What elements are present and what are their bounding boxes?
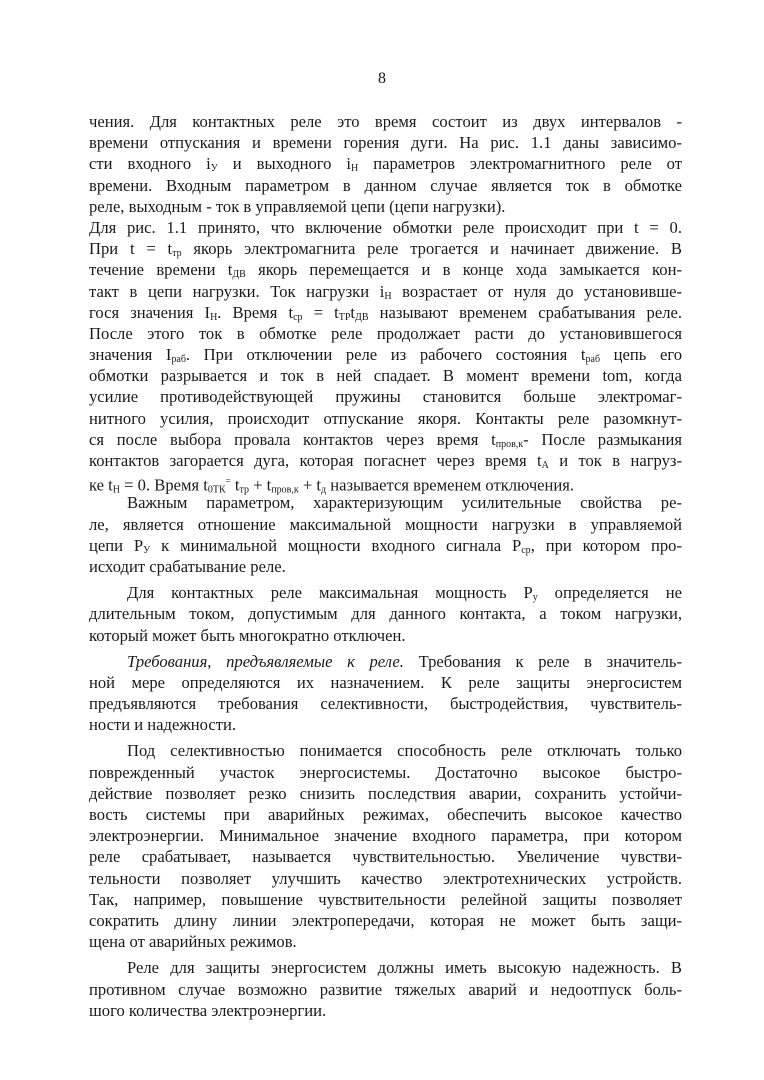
- text-line: ной мере определяются их назначением. К реле защиты энергосистем: [89, 672, 682, 692]
- text-line: длительным током, допустимым для данного контакта, а током нагрузки,: [89, 604, 682, 624]
- text-line: шого количества электроэнергии.: [89, 1000, 327, 1020]
- text-line: сти входного $i_У$ и выходного $i_Н$ параметров электромагнитного реле от: [89, 154, 682, 175]
- paragraph: [89, 217, 683, 496]
- text-line: тельности позволяет улучшить качество электротехнических устройств.: [89, 868, 682, 888]
- text-line: противном случае возможно развитие тяжелых аварий и недоотпуск боль-: [89, 979, 682, 999]
- text-line: течение времени $t_{ДВ}$ якорь перемещается и в конце хода замыкается кон-: [89, 260, 682, 281]
- paragraph: [89, 492, 682, 577]
- text-line: поврежденный участок энергосистемы. Достаточно высокое быстро-: [89, 762, 682, 782]
- text-line: щена от аварийных режимов.: [89, 932, 297, 952]
- text-line: цепи $P_У$ к минимальной мощности входного сигнала $P_{ср}$, при котором про-: [89, 535, 682, 556]
- page-number: 8: [378, 70, 386, 87]
- text-line: времени отпускания и времени горения дуги. На рис. 1.1 даны зависимо-: [89, 133, 682, 153]
- text-line: Реле для защиты энергосистем должны иметь высокую надежность. В: [127, 958, 682, 978]
- paragraph: [89, 651, 682, 736]
- text-line: ности и надежности.: [89, 715, 237, 735]
- text-line: контактов загорается дуга, которая погаснет через время $t_А$ и ток в нагруз-: [89, 451, 682, 471]
- text-line: ле, является отношение максимальной мощности нагрузки в управляемой: [89, 514, 682, 534]
- text-line: обмотки разрывается и ток в ней спадает. В момент времени tom, когда: [89, 366, 682, 386]
- text-line: действие позволяет резко снизить последствия аварии, сохранить устойчи-: [89, 783, 682, 803]
- text-line: Так, например, повышение чувствительности релейной защиты позволяет: [89, 889, 682, 909]
- text-line: вость системы при аварийных режимах, обеспечить высокое качество: [89, 805, 682, 824]
- text-line: После этого ток в обмотке реле продолжает расти до установившегося: [89, 323, 682, 343]
- body-text: [89, 111, 682, 1021]
- text-line: Важным параметром, характеризующим усилительные свойства ре-: [127, 493, 682, 513]
- text-line: предъявляются требования селективности, быстродействия, чувствитель-: [89, 694, 682, 714]
- text-line: реле, выходным - ток в управляемой цепи (цепи нагрузки).: [89, 196, 506, 216]
- text-line: исходит срабатывание реле.: [89, 556, 286, 576]
- paragraph: [89, 957, 682, 1021]
- text-line: При $t = t_{тр}$ якорь электромагнита реле трогается и начинает движение. В: [89, 239, 682, 260]
- text-line: ся после выбора провала контактов через время $t_{пров,к}-$ После размыкания: [89, 429, 682, 450]
- text-line: такт в цепи нагрузки. Ток нагрузки $i_Н$ возрастает от нуля до установивше-: [89, 281, 682, 302]
- text-line: который может быть многократно отключен.: [89, 625, 406, 645]
- text-line: гося значения $I_Н$. Время $t_{ср} = t_{ТР}t_{ДВ}$ называют временем срабатывания реле.: [89, 302, 682, 323]
- text-line: времени. Входным параметром в данном случае является ток в обмотке: [89, 175, 682, 195]
- text-line: Требования, предъявляемые к реле. Требования к реле в значитель-: [127, 651, 682, 671]
- text-line: значения $I_{раб}$. При отключении реле из рабочего состояния $t_{раб}$ цепь его: [89, 345, 683, 366]
- paragraph: [89, 740, 682, 952]
- text-line: ке $t_Н = 0$. Время $t_{0ТК}^=$ $t_{тр} + t_{пров,к} + t_д$ называется временем отключения.: [89, 475, 575, 496]
- text-line: нитного усилия, происходит отпускание якоря. Контакты реле разомкнут-: [89, 408, 682, 428]
- text-line: сократить длину линии электропередачи, которая не может быть защи-: [89, 910, 682, 930]
- text-line: Для рис. 1.1 принято, что включение обмотки реле происходит при t = 0.: [89, 217, 682, 237]
- text-line: Для контактных реле максимальная мощность $P_у$ определяется не: [127, 583, 682, 604]
- text-line: реле срабатывает, называется чувствительностью. Увеличение чувстви-: [89, 847, 682, 867]
- paragraph: [89, 582, 682, 646]
- text-line: чения. Для контактных реле это время состоит из двух интервалов -: [89, 112, 682, 131]
- text-line: Под селективностью понимается способность реле отключать только: [127, 741, 682, 761]
- paragraph: [89, 111, 682, 217]
- text-line: усилие противодействующей пружины становится больше электромаг-: [89, 387, 682, 407]
- text-line: электроэнергии. Минимальное значение входного параметра, при котором: [89, 826, 682, 846]
